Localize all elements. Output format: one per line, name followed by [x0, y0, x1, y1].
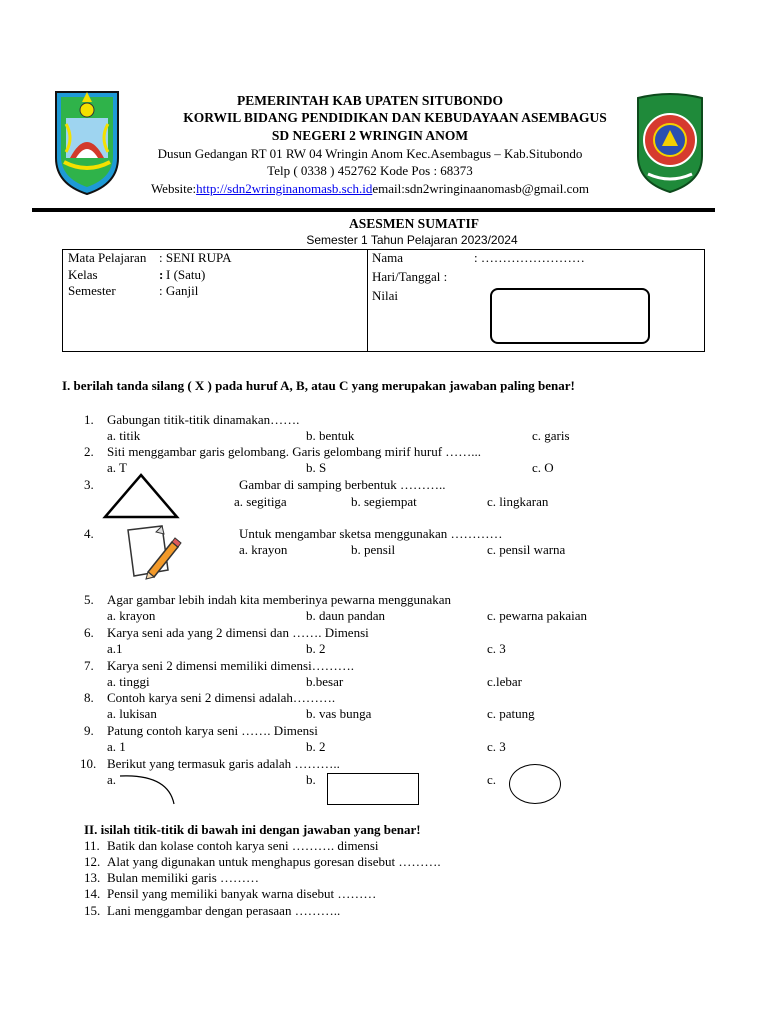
header-address: Dusun Gedangan RT 01 RW 04 Wringin Anom Kec.Asembagus – Kab.Situbondo	[157, 146, 583, 161]
q10-option-c[interactable]: c.	[487, 772, 497, 787]
name-label: Nama	[372, 250, 404, 265]
q1-option-a[interactable]: a. titik	[107, 428, 141, 443]
q15-number: 15.	[84, 903, 101, 918]
q4-text: Untuk mengambar sketsa menggunakan …………	[239, 526, 503, 541]
q3-option-a[interactable]: a. segitiga	[234, 494, 287, 509]
q10-number: 10.	[80, 756, 97, 771]
q6-option-a[interactable]: a.1	[107, 641, 123, 656]
curved-line-shape	[118, 770, 182, 806]
q2-option-b[interactable]: b. S	[306, 460, 327, 475]
name-field[interactable]: : ……………………	[474, 250, 585, 265]
q9-number: 9.	[84, 723, 94, 738]
q7-option-b[interactable]: b.besar	[306, 674, 344, 689]
subject-value: : SENI RUPA	[159, 250, 232, 265]
school-logo	[634, 92, 706, 196]
q7-text: Karya seni 2 dimensi memiliki dimensi……….	[107, 658, 354, 673]
q9-option-c[interactable]: c. 3	[487, 739, 506, 754]
header-korwil: KORWIL BIDANG PENDIDIKAN DAN KEBUDAYAAN ASEMBAGUS	[183, 110, 607, 125]
q5-option-c[interactable]: c. pewarna pakaian	[487, 608, 587, 623]
semester-value: : Ganjil	[159, 283, 199, 298]
q2-option-c[interactable]: c. O	[532, 460, 554, 475]
website-link[interactable]: http://sdn2wringinanomasb.sch.id	[196, 181, 373, 196]
q11-text: Batik dan kolase contoh karya seni ………. dimensi	[107, 838, 379, 853]
triangle-shape	[102, 472, 180, 520]
class-value: I (Satu)	[166, 267, 206, 282]
q7-option-c[interactable]: c.lebar	[487, 674, 523, 689]
q5-number: 5.	[84, 592, 94, 607]
q12-number: 12.	[84, 854, 101, 869]
q8-option-a[interactable]: a. lukisan	[107, 706, 157, 721]
semester-label: Semester	[68, 283, 116, 298]
q3-option-c[interactable]: c. lingkaran	[487, 494, 549, 509]
q3-number: 3.	[84, 477, 94, 492]
q4-number: 4.	[84, 526, 94, 541]
section2-instruction: II. isilah titik-titik di bawah ini dengan jawaban yang benar!	[84, 822, 421, 837]
email-text: email:sdn2wringinaanomasb@gmail.com	[372, 181, 590, 196]
circle-shape	[509, 764, 561, 804]
q4-option-c[interactable]: c. pensil warna	[487, 542, 566, 557]
rectangle-shape	[327, 773, 419, 805]
q1-text: Gabungan titik-titik dinamakan…….	[107, 412, 300, 427]
q4-option-a[interactable]: a. krayon	[239, 542, 288, 557]
header-government: PEMERINTAH KAB UPATEN SITUBONDO	[237, 93, 503, 108]
exam-title: ASESMEN SUMATIF	[349, 216, 479, 231]
q1-number: 1.	[84, 412, 94, 427]
q13-number: 13.	[84, 870, 101, 885]
date-label: Hari/Tanggal :	[372, 269, 448, 284]
q2-number: 2.	[84, 444, 94, 459]
class-label: Kelas	[68, 267, 98, 282]
q7-number: 7.	[84, 658, 94, 673]
q4-option-b[interactable]: b. pensil	[351, 542, 396, 557]
q14-text: Pensil yang memiliki banyak warna disebut ………	[107, 886, 377, 901]
q6-number: 6.	[84, 625, 94, 640]
q1-option-c[interactable]: c. garis	[532, 428, 570, 443]
q5-option-b[interactable]: b. daun pandan	[306, 608, 386, 623]
q13-text: Bulan memiliki garis ………	[107, 870, 260, 885]
q5-option-a[interactable]: a. krayon	[107, 608, 156, 623]
q9-text: Patung contoh karya seni ……. Dimensi	[107, 723, 318, 738]
exam-subtitle: Semester 1 Tahun Pelajaran 2023/2024	[306, 233, 518, 247]
website-label: Website:	[150, 181, 197, 196]
q10-option-b[interactable]: b.	[306, 772, 316, 787]
q8-text: Contoh karya seni 2 dimensi adalah……….	[107, 690, 336, 705]
header-phone: Telp ( 0338 ) 452762 Kode Pos : 68373	[267, 163, 473, 178]
class-colon: :	[159, 267, 164, 282]
header-school-name: SD NEGERI 2 WRINGIN ANOM	[271, 128, 469, 143]
q3-option-b[interactable]: b. segiempat	[351, 494, 417, 509]
q10-option-a[interactable]: a.	[107, 772, 117, 787]
identity-divider	[367, 250, 368, 351]
q2-text: Siti menggambar garis gelombang. Garis gelombang mirif huruf ……...	[107, 444, 482, 459]
q8-option-b[interactable]: b. vas bunga	[306, 706, 372, 721]
score-label: Nilai	[372, 288, 398, 303]
q6-text: Karya seni ada yang 2 dimensi dan ……. Dimensi	[107, 625, 369, 640]
q8-number: 8.	[84, 690, 94, 705]
q9-option-b[interactable]: b. 2	[306, 739, 326, 754]
pencil-paper-icon	[122, 524, 182, 580]
q6-option-b[interactable]: b. 2	[306, 641, 326, 656]
section1-instruction: I. berilah tanda silang ( X ) pada huruf A, B, atau C yang merupakan jawaban paling benar!	[62, 378, 575, 393]
score-box[interactable]	[490, 288, 650, 344]
q2-option-a[interactable]: a. T	[107, 460, 127, 475]
header-divider	[32, 208, 715, 212]
q10-text: Berikut yang termasuk garis adalah ………..	[107, 756, 340, 771]
q11-number: 11.	[84, 838, 100, 853]
subject-label: Mata Pelajaran	[68, 250, 147, 265]
q8-option-c[interactable]: c. patung	[487, 706, 535, 721]
q14-number: 14.	[84, 886, 101, 901]
q7-option-a[interactable]: a. tinggi	[107, 674, 150, 689]
header-contact	[104, 181, 636, 197]
q6-option-c[interactable]: c. 3	[487, 641, 506, 656]
q5-text: Agar gambar lebih indah kita memberinya pewarna menggunakan	[107, 592, 452, 607]
q15-text: Lani menggambar dengan perasaan ………..	[107, 903, 341, 918]
q12-text: Alat yang digunakan untuk menghapus goresan disebut ……….	[107, 854, 441, 869]
q1-option-b[interactable]: b. bentuk	[306, 428, 355, 443]
q3-text: Gambar di samping berbentuk ………..	[239, 477, 446, 492]
q9-option-a[interactable]: a. 1	[107, 739, 126, 754]
